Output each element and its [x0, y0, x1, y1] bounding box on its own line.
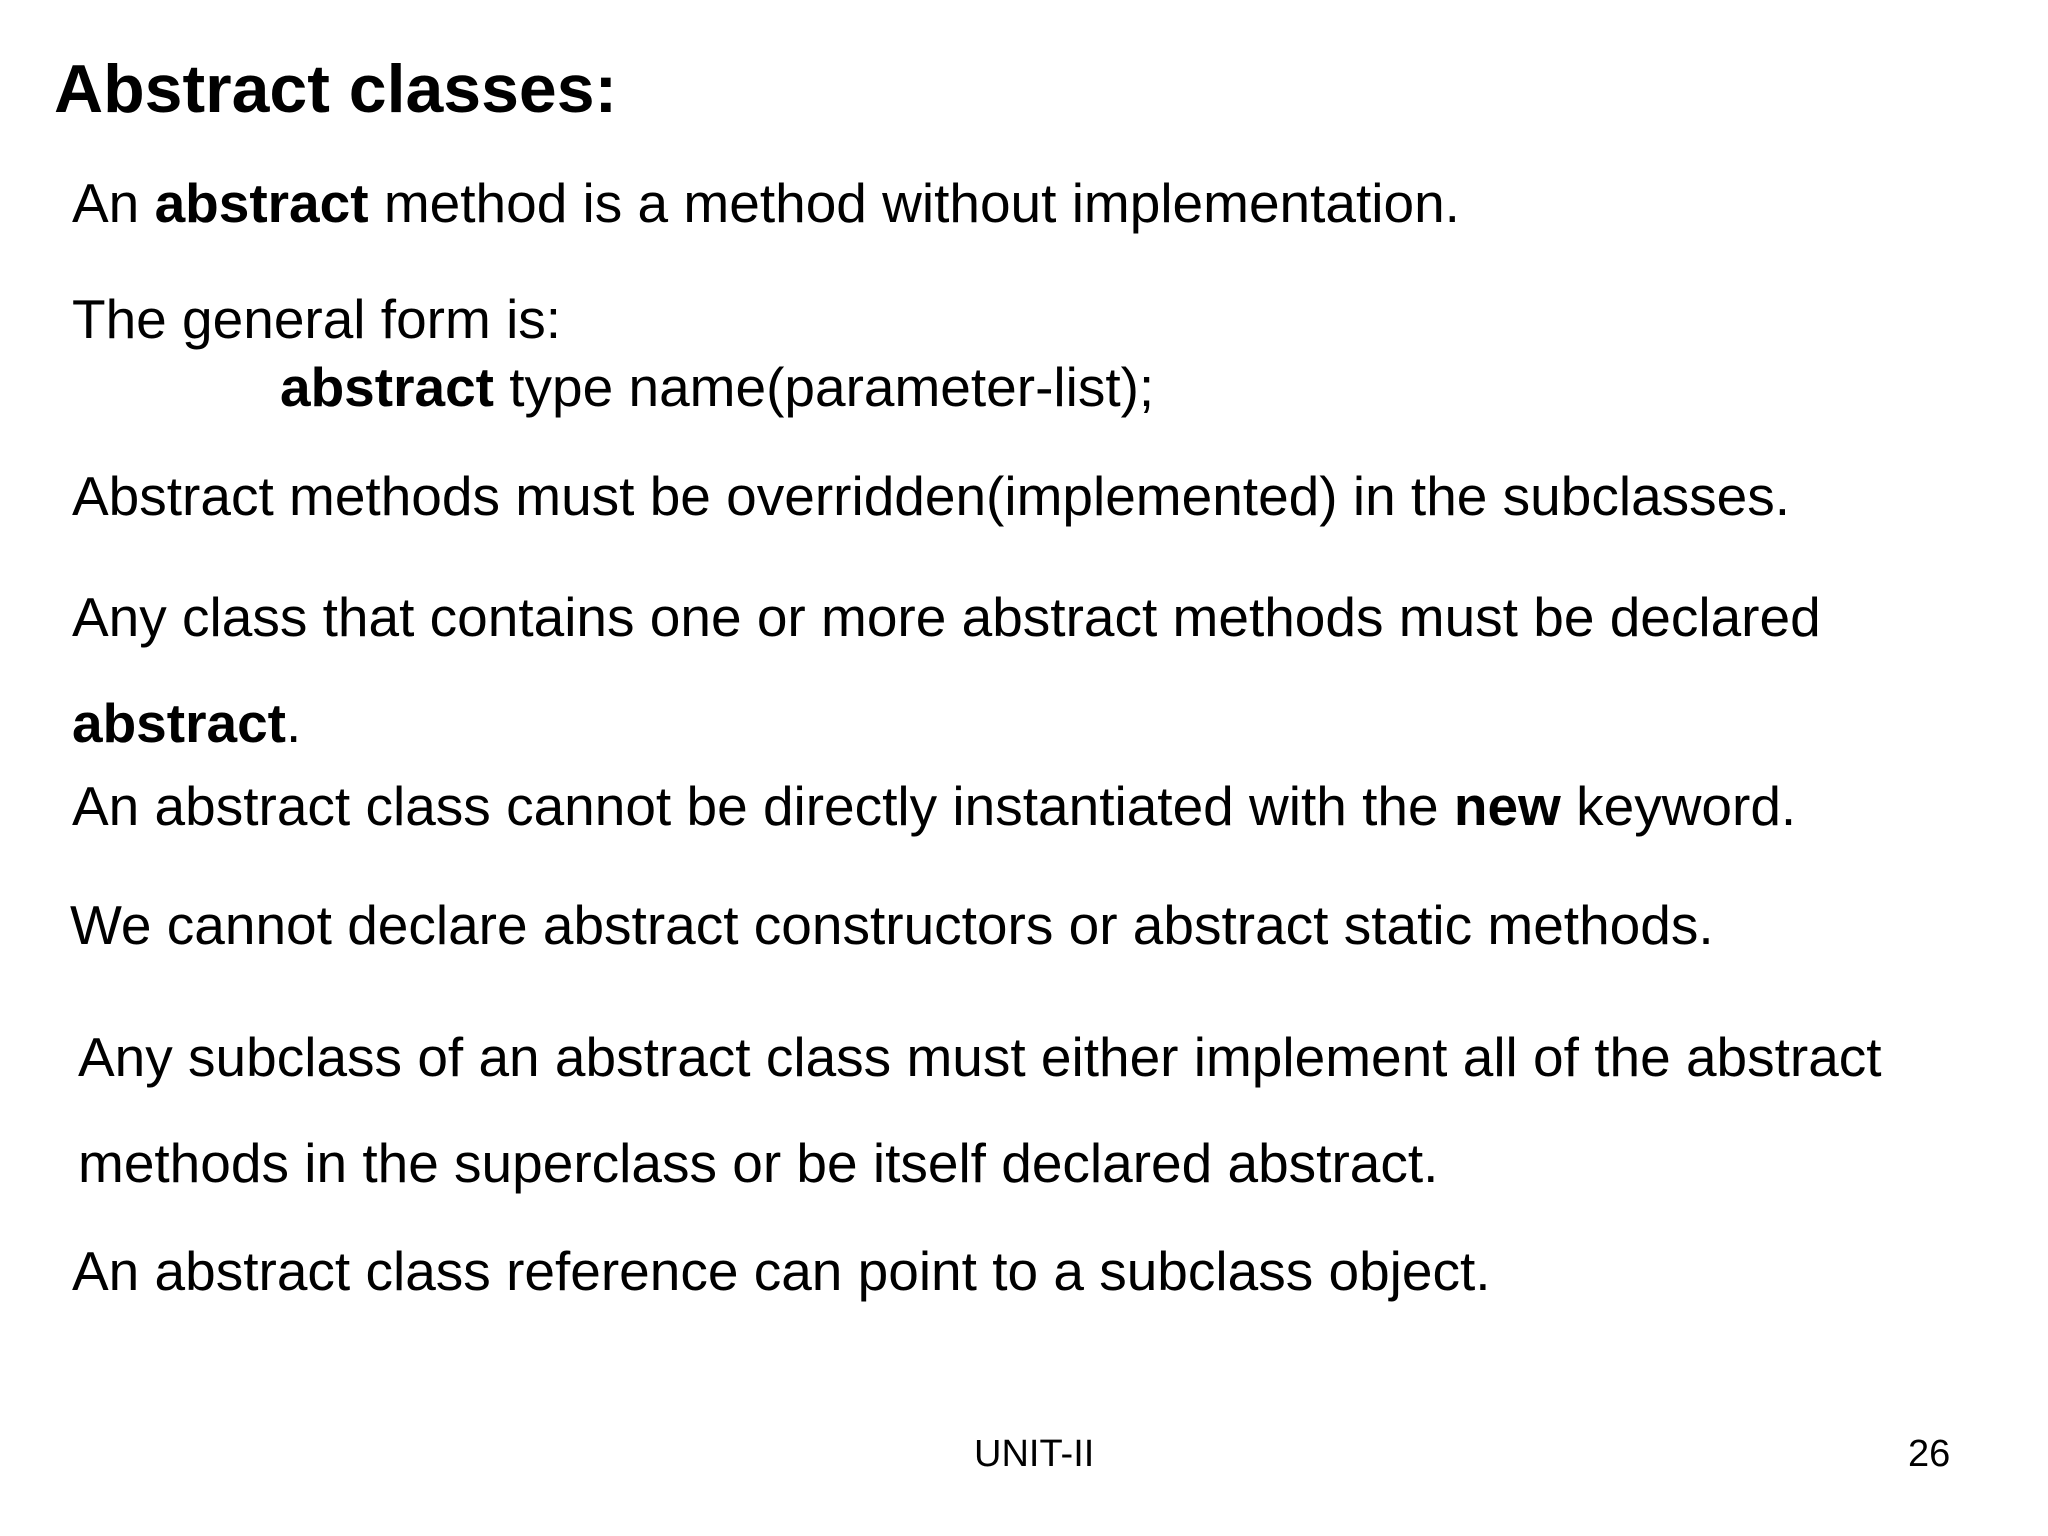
footer-page-number: 26 [1908, 1433, 1951, 1475]
keyword-abstract: abstract [154, 172, 369, 234]
footer-unit: UNIT-II [974, 1433, 1095, 1475]
text: Abstract methods must be overridden(implemented) in the subclasses. [72, 465, 1791, 527]
text: We cannot declare abstract constructors or abstract static methods. [70, 894, 1714, 956]
text: type name(parameter-list); [493, 356, 1155, 418]
line-class-must-be-declared [72, 586, 1821, 649]
text: An abstract class cannot be directly instantiated with the [72, 775, 1454, 837]
keyword-new: new [1453, 775, 1561, 837]
line-general-form [72, 288, 561, 351]
line-abstract-keyword [72, 692, 301, 755]
text: . [285, 692, 302, 754]
line-subclass-must-implement [78, 1026, 1882, 1089]
keyword-abstract: abstract [280, 356, 494, 418]
line-syntax [280, 356, 1154, 419]
keyword-abstract: abstract [72, 692, 286, 754]
text: Any class that contains one or more abstract methods must be declared [72, 586, 1821, 648]
text: The general form is: [72, 288, 562, 350]
line-cannot-instantiate [72, 775, 1796, 838]
text: method is a method without implementation. [368, 172, 1460, 234]
text: Any subclass of an abstract class must either implement all of the abstract [78, 1026, 1882, 1088]
text: An abstract class reference can point to a subclass object. [72, 1240, 1491, 1302]
line-no-abstract-constructors [70, 894, 1714, 957]
line-or-declared-abstract [78, 1132, 1438, 1195]
text: methods in the superclass or be itself declared abstract. [78, 1132, 1439, 1194]
line-abstract-method-definition [72, 172, 1460, 235]
slide-title: Abstract classes: [54, 51, 618, 127]
line-reference-to-subclass [72, 1240, 1491, 1303]
line-must-be-overridden [72, 465, 1790, 528]
text: keyword. [1560, 775, 1797, 837]
text: An [72, 172, 155, 234]
